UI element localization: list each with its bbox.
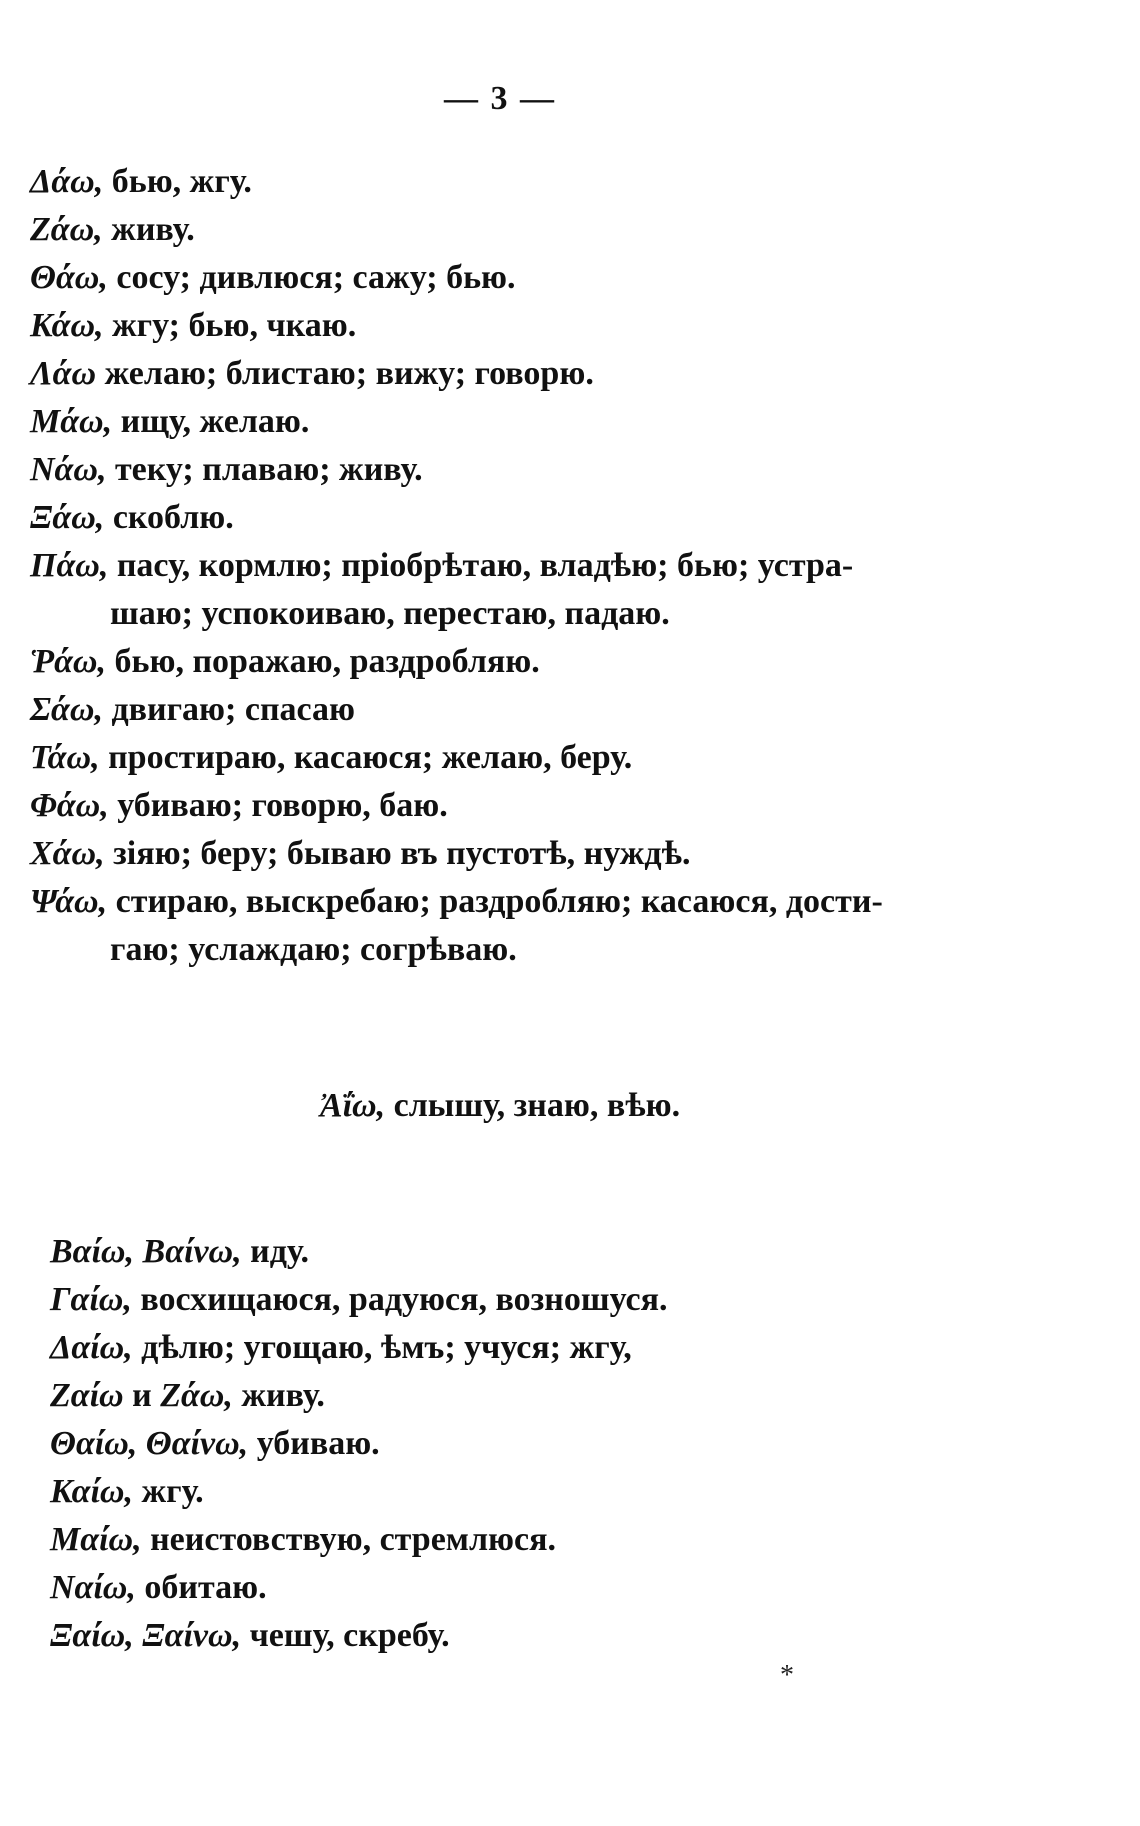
entry-definition: неистовствую, стремлюся.	[141, 1521, 557, 1558]
entry-headword: Νάω,	[30, 451, 107, 488]
footer-asterisk: *	[780, 1660, 794, 1691]
dictionary-entry	[30, 254, 1110, 302]
entry-continuation: шаю; успокоиваю, перестаю, падаю.	[110, 595, 670, 632]
entry-headword: Κάω,	[30, 307, 104, 344]
entry-headword: Καίω,	[50, 1473, 133, 1510]
entry-headword: Ῥάω,	[30, 643, 106, 680]
entry-definition: теку; плаваю; живу.	[106, 451, 423, 488]
entry-definition: жгу; бью, чкаю.	[103, 307, 357, 344]
heading-definition: слышу, знаю, вѣю.	[385, 1087, 681, 1124]
entry-headword: Πάω,	[30, 547, 109, 584]
dictionary-entry	[30, 350, 1110, 398]
entry-headword: Δαίω,	[50, 1329, 133, 1366]
dictionary-entry	[30, 398, 1110, 446]
dictionary-entry	[30, 830, 1110, 878]
entry-definition: ищу, желаю.	[112, 403, 310, 440]
entry-headword: Θαίω, Θαίνω,	[50, 1425, 249, 1462]
dictionary-entry	[50, 1468, 1130, 1516]
entry-definition: сосу; дивлюся; сажу; бью.	[107, 259, 516, 296]
entry-definition: двигаю; спасаю	[102, 691, 356, 728]
entry-definition: простираю, касаюся; желаю, беру.	[99, 739, 633, 776]
entry-headword: Σάω,	[30, 691, 103, 728]
entry-definition: убиваю.	[248, 1425, 380, 1462]
entry-headword: Δάω,	[30, 163, 104, 200]
entry-headword: Ναίω,	[50, 1569, 136, 1606]
entry-headword: Χάω,	[30, 835, 105, 872]
dictionary-entry	[50, 1228, 1130, 1276]
entry-headword: Ζάω,	[30, 211, 103, 248]
dictionary-section-a	[30, 158, 1110, 974]
dictionary-entry	[30, 638, 1110, 686]
entry-definition: бью, поражаю, раздробляю.	[106, 643, 540, 680]
entry-definition: пасу, кормлю; пріобрѣтаю, владѣю; бью; устра-	[108, 547, 854, 584]
dictionary-entry	[30, 302, 1110, 350]
entry-headword: Βαίω, Βαίνω,	[50, 1233, 242, 1270]
entry-headword: Θάω,	[30, 259, 108, 296]
dictionary-entry	[50, 1564, 1130, 1612]
dictionary-entry	[30, 878, 1110, 974]
entry-headword-secondary: Ζάω,	[160, 1377, 233, 1414]
entry-headword: Μάω,	[30, 403, 113, 440]
entry-headword: Τάω,	[30, 739, 100, 776]
entry-headword: Λάω	[30, 355, 97, 392]
entry-definition: жгу.	[132, 1473, 204, 1510]
entry-headword: Μαίω,	[50, 1521, 142, 1558]
dictionary-entry	[30, 494, 1110, 542]
dictionary-entry	[50, 1516, 1130, 1564]
dictionary-entry	[30, 782, 1110, 830]
entry-definition: убиваю; говорю, баю.	[108, 787, 448, 824]
dictionary-entry	[30, 734, 1110, 782]
dictionary-entry	[30, 542, 1110, 638]
heading-headword: Ἀΐω,	[319, 1087, 386, 1124]
entry-definition: бью, жгу.	[103, 163, 252, 200]
entry-definition: иду.	[241, 1233, 310, 1270]
entry-definition: стираю, выскребаю; раздробляю; касаюся, дости-	[107, 883, 883, 920]
entry-definition: восхищаюся, радуюся, возношуся.	[131, 1281, 668, 1318]
dictionary-entry	[30, 686, 1110, 734]
entry-definition: живу.	[102, 211, 195, 248]
entry-definition: дѣлю; угощаю, ѣмъ; учуся; жгу,	[132, 1329, 632, 1366]
entry-headword: Ξάω,	[30, 499, 105, 536]
dictionary-section-b	[50, 1228, 1130, 1660]
entry-headword: Ξαίω, Ξαίνω,	[50, 1617, 242, 1654]
entry-headword: Ψάω,	[30, 883, 108, 920]
entry-definition: скоблю.	[104, 499, 234, 536]
entry-definition: желаю; блистаю; вижу; говорю.	[96, 355, 594, 392]
dictionary-entry	[50, 1276, 1130, 1324]
entry-continuation: гаю; услаждаю; согрѣваю.	[110, 931, 517, 968]
dictionary-entry	[50, 1612, 1130, 1660]
section-heading	[0, 1087, 1000, 1125]
dictionary-entry	[30, 206, 1110, 254]
entry-headword: Γαίω,	[50, 1281, 132, 1318]
entry-headword: Ζαίω	[50, 1377, 124, 1414]
dictionary-entry	[30, 158, 1110, 206]
dictionary-entry	[50, 1372, 1130, 1420]
dictionary-entry	[50, 1420, 1130, 1468]
entry-definition: и	[123, 1377, 161, 1414]
entry-definition-secondary: живу.	[232, 1377, 325, 1414]
entry-definition: обитаю.	[135, 1569, 267, 1606]
dictionary-entry	[30, 446, 1110, 494]
entry-headword: Φάω,	[30, 787, 109, 824]
entry-definition: чешу, скребу.	[241, 1617, 450, 1654]
entry-definition: зіяю; беру; бываю въ пустотѣ, нуждѣ.	[104, 835, 691, 872]
page-number: — 3 —	[444, 80, 556, 117]
dictionary-entry	[50, 1324, 1130, 1372]
